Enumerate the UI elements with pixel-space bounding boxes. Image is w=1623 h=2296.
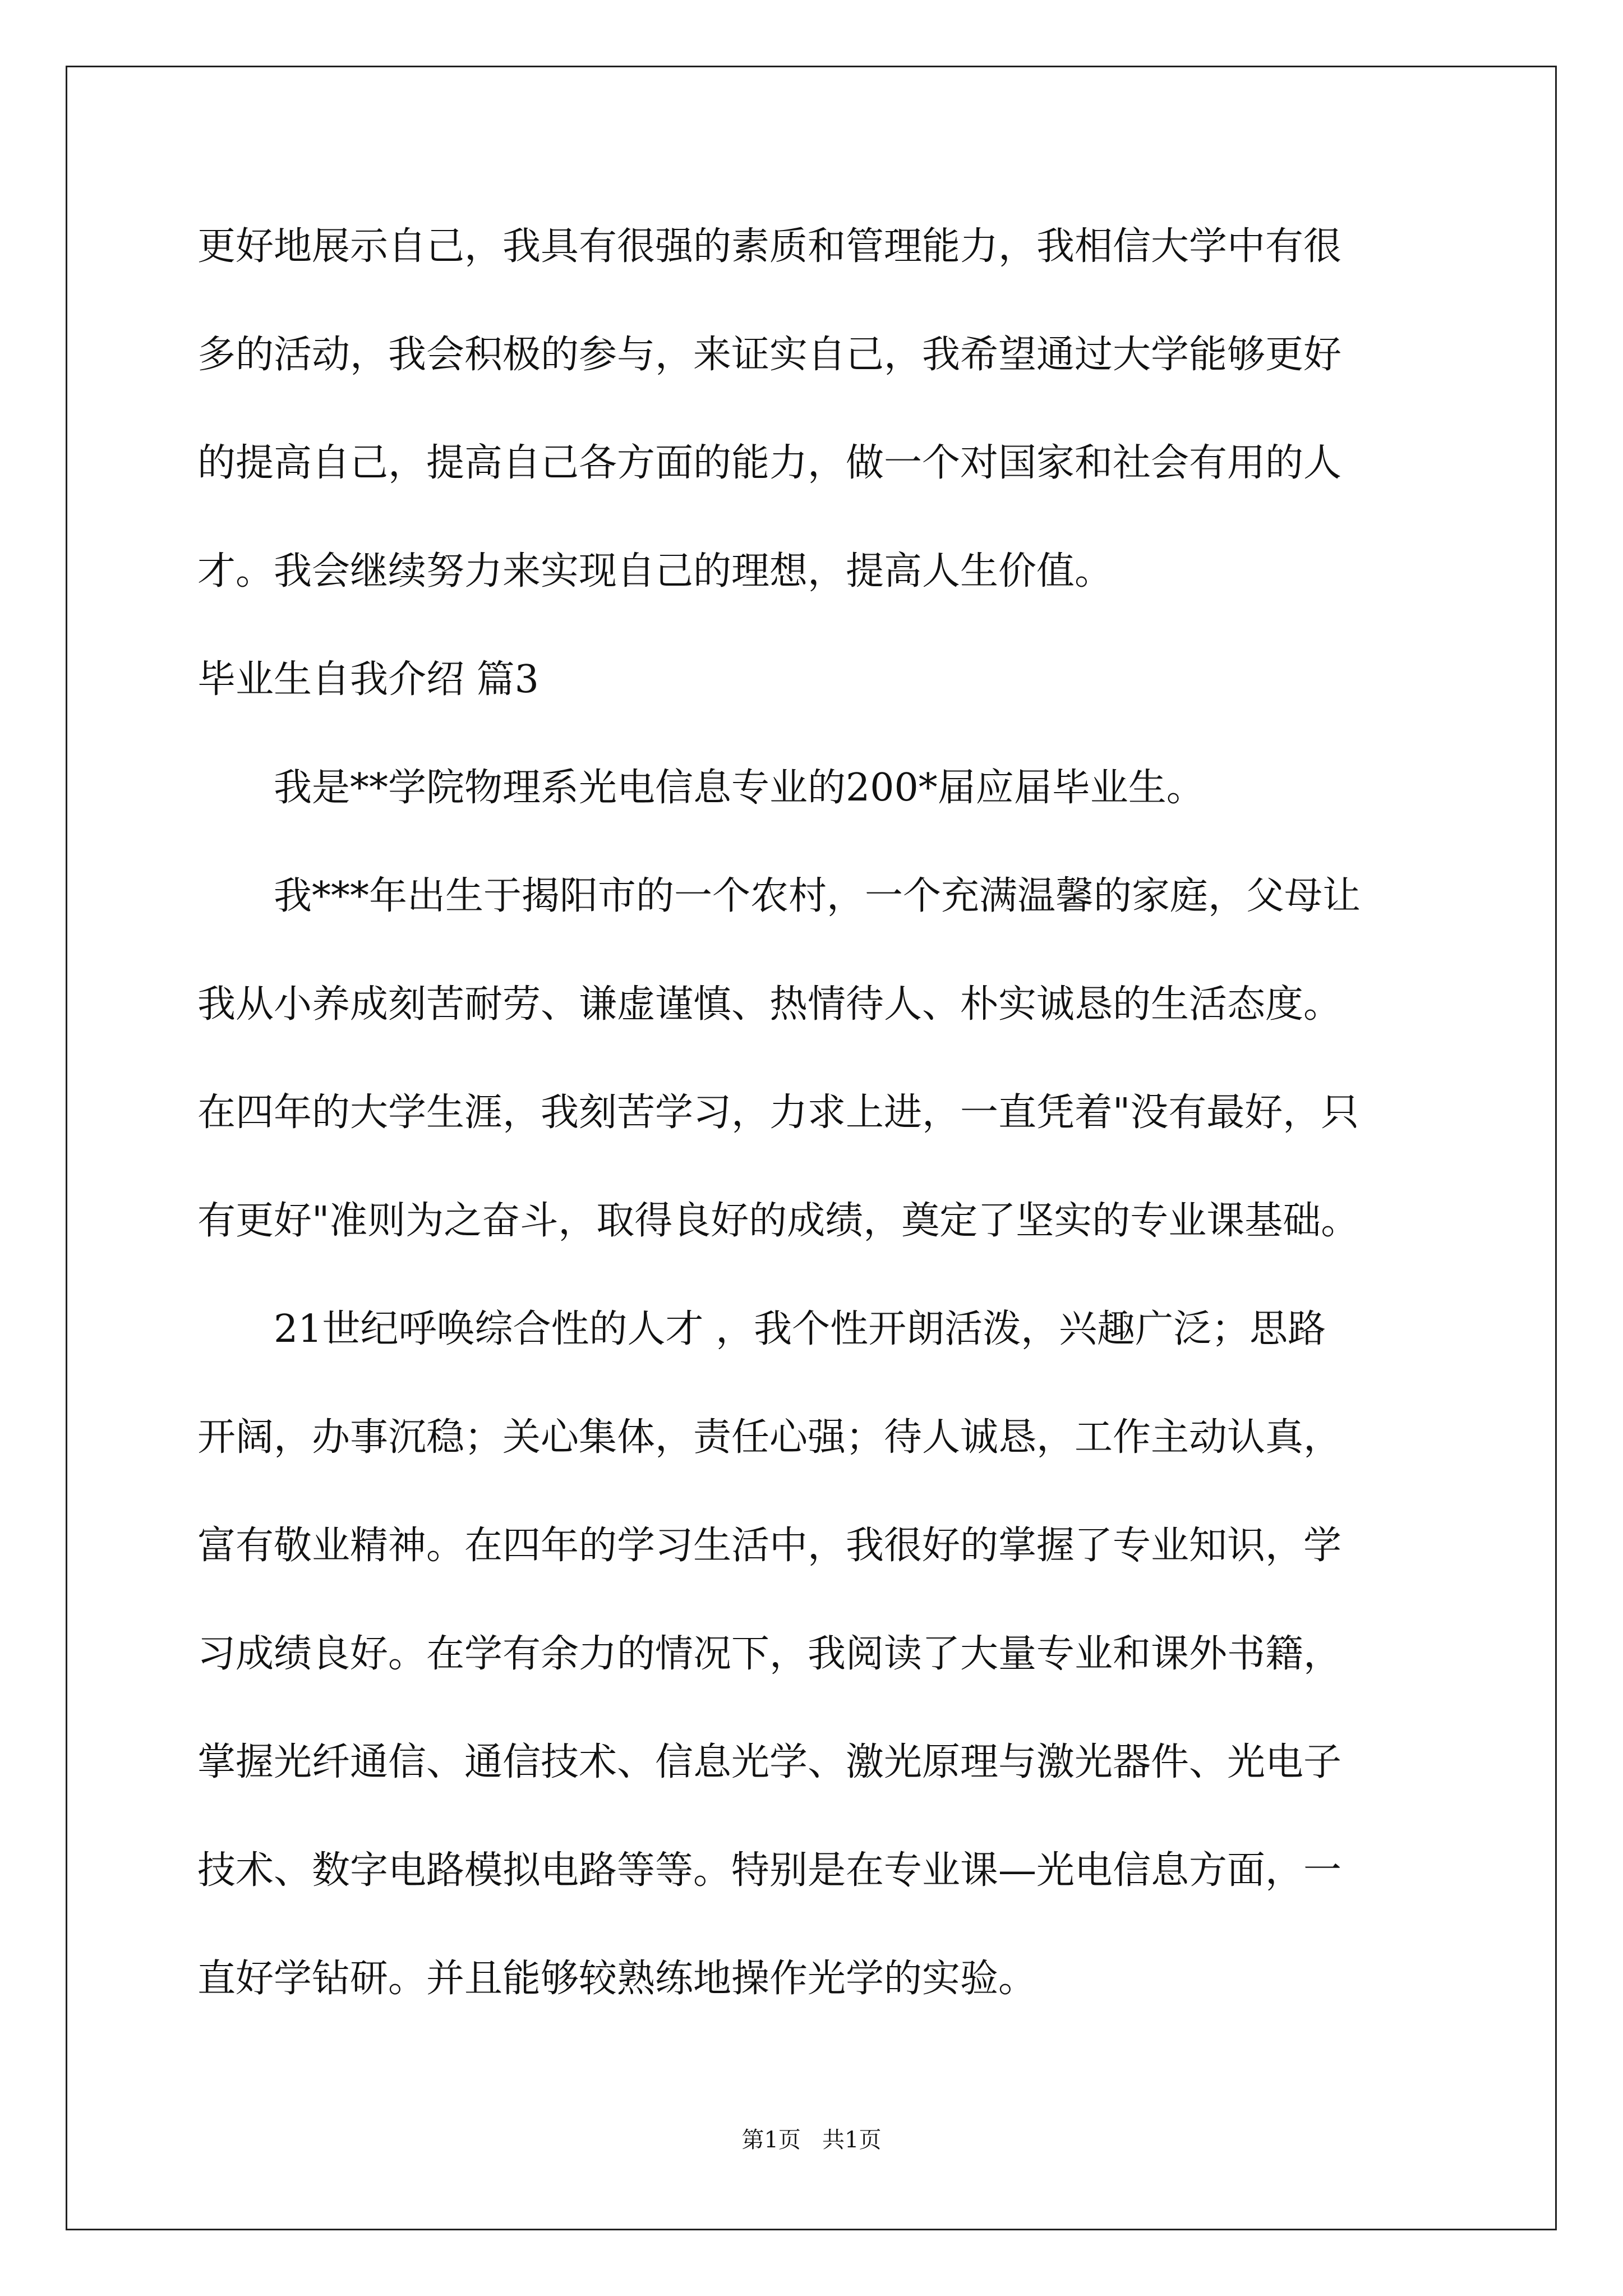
paragraph-line: 更好地展示自己，我具有很强的素质和管理能力，我相信大学中有很 [197,224,1342,269]
paragraph-line: 我***年出生于揭阳市的一个农村，一个充满温馨的家庭，父母让 [274,874,1361,918]
section-heading: 毕业生自我介绍 篇3 [197,657,539,702]
paragraph-line: 有更好"准则为之奋斗，取得良好的成绩，奠定了坚实的专业课基础。 [197,1199,1359,1243]
paragraph-line: 我从小养成刻苦耐劳、谦虚谨慎、热情待人、朴实诚恳的生活态度。 [197,982,1342,1027]
paragraph-line: 技术、数字电路模拟电路等等。特别是在专业课—光电信息方面，一 [197,1848,1342,1893]
paragraph-line: 才。我会继续努力来实现自己的理想，提高人生价值。 [197,549,1113,593]
paragraph-line: 我是**学院物理系光电信息专业的200*届应届毕业生。 [274,766,1205,810]
paragraph-line: 多的活动，我会积极的参与，来证实自己，我希望通过大学能够更好 [197,333,1342,377]
paragraph-line: 21世纪呼唤综合性的人才 ，我个性开朗活泼，兴趣广泛；思路 [274,1307,1326,1351]
paragraph-line: 在四年的大学生涯，我刻苦学习，力求上进，一直凭着"没有最好，只 [197,1091,1359,1135]
paragraph-line: 富有敬业精神。在四年的学习生活中，我很好的掌握了专业知识，学 [197,1524,1342,1568]
paragraph-line: 掌握光纤通信、通信技术、信息光学、激光原理与激光器件、光电子 [197,1740,1342,1784]
paragraph-line: 习成绩良好。在学有余力的情况下，我阅读了大量专业和课外书籍， [197,1632,1342,1676]
paragraph-line: 的提高自己，提高自己各方面的能力，做一个对国家和社会有用的人 [197,441,1342,485]
paragraph-line: 开阔，办事沉稳；关心集体，责任心强；待人诚恳，工作主动认真， [197,1415,1342,1460]
paragraph-line: 直好学钻研。并且能够较熟练地操作光学的实验。 [197,1957,1037,2001]
page-border [66,66,1557,2230]
page-number-footer: 第1页 共1页 [741,2127,882,2153]
